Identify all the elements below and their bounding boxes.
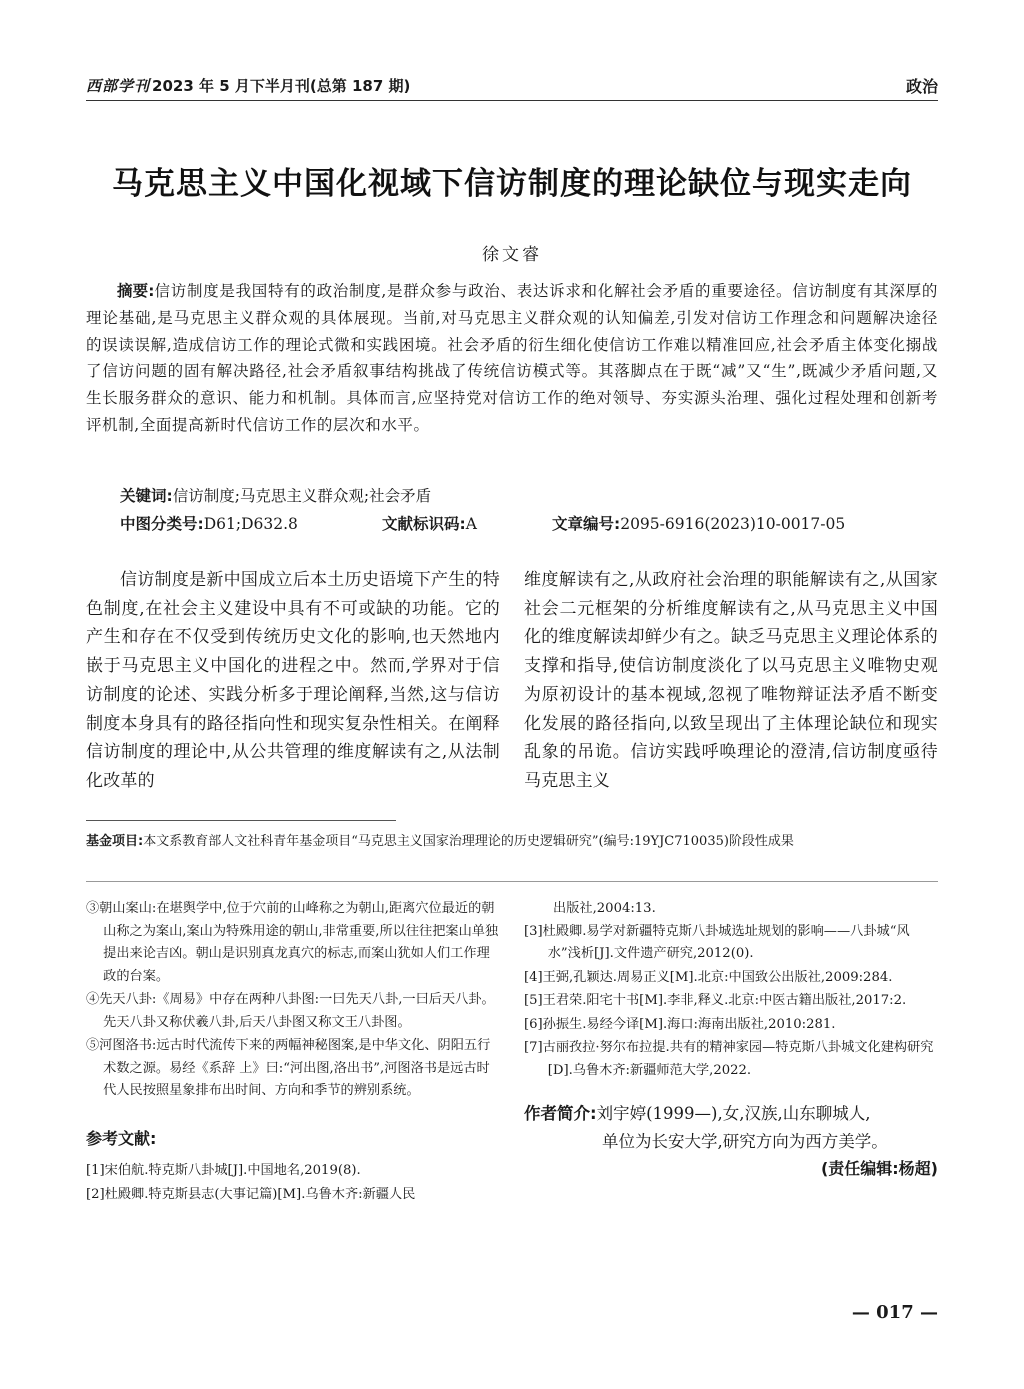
section-label: 政治 [905, 76, 938, 96]
reference-item: [3]杜殿卿.易学对新疆特克斯八卦城选址规划的影响——八卦城“风水”浅析[J].文件遗产研究,2012(0). [524, 923, 910, 961]
notes-column [86, 898, 500, 1207]
article-no-value: 2095-6916(2023)10-0017-05 [620, 515, 846, 533]
abstract [86, 278, 938, 439]
classification-line [120, 512, 938, 534]
author-bio [524, 1100, 938, 1156]
fund-text: 本文系教育部人文社科青年基金项目“马克思主义国家治理理论的历史逻辑研究”(编号:19YJC710035)阶段性成果 [143, 834, 794, 849]
running-header [86, 72, 938, 98]
article-no-label: 文章编号: [552, 515, 621, 533]
reference-item: [5]王君荣.阳宅十书[M].李非,释义.北京:中医古籍出版社,2017:2. [524, 993, 907, 1008]
keywords-text: 信访制度;马克思主义群众观;社会矛盾 [172, 487, 432, 505]
body-paragraph-cont: 维度解读有之,从政府社会治理的职能解读有之,从国家社会二元框架的分析维度解读有之,从马克思主义中国化的维度解读却鲜少有之。缺乏马克思主义理论体系的支撑和指导,使信访制度淡化了以马克思主义唯物史观为原初设计的基本视域,忽视了唯物辩证法矛盾不断变化发展的路径指向,以致呈现出了主体理论缺位和现实乱象的吊诡。信访实践呼唤理论的澄清,信访制度亟待马克思主义 [524, 570, 938, 791]
note-item: ⑤河图洛书:远古时代流传下来的两幅神秘图案,是中华文化、阴阳五行术数之源。易经《系辞 上》曰:“河出图,洛出书”,河图洛书是远古时代人民按照星象排布出时间、方向和季节的辨别系统。 [86, 1038, 491, 1098]
body-column-left [86, 566, 500, 796]
article-number [552, 512, 845, 534]
reference-item: [4]王弼,孔颖达.周易正义[M].北京:中国致公出版社,2009:284. [524, 969, 893, 985]
journal-issue [86, 75, 410, 96]
previous-article-end [86, 898, 938, 1207]
body-column-right [524, 566, 938, 796]
abstract-label: 摘要: [117, 282, 155, 300]
references-title: 参考文献: [86, 1128, 157, 1148]
clc-code [120, 512, 382, 534]
reference-item: [1]宋伯航.特克斯八卦城[J].中国地名,2019(8). [86, 1163, 361, 1178]
article-author: 徐文睿 [482, 245, 542, 265]
article-title: 马克思主义中国化视域下信访制度的理论缺位与现实走向 [112, 166, 912, 202]
bio-line-1: 刘宇婷(1999—),女,汉族,山东聊城人, [596, 1104, 871, 1123]
journal-logo: 西部学刊 [86, 76, 151, 95]
clc-value: D61;D632.8 [203, 515, 298, 533]
header-rule [86, 100, 938, 101]
bio-line-2: 单位为长安大学,研究方向为西方美学。 [602, 1132, 888, 1151]
bio-label: 作者简介: [524, 1104, 597, 1123]
doc-code [382, 512, 552, 534]
reference-item: [7]古丽孜拉·努尔布拉提.共有的精神家园—特克斯八卦城文化建构研究[D].乌鲁木齐:新疆师范大学,2022. [524, 1040, 934, 1078]
issue-info: 2023 年 5 月下半月刊(总第 187 期) [152, 76, 411, 95]
fund-label: 基金项目: [86, 834, 144, 849]
note-item: ④先天八卦:《周易》中存在两种八卦图:一曰先天八卦,一曰后天八卦。先天八卦又称伏羲八卦,后天八卦图又称文王八卦图。 [86, 992, 495, 1030]
doc-code-label: 文献标识码: [382, 515, 466, 533]
reference-item: [2]杜殿卿.特克斯县志(大事记篇)[M].乌鲁木齐:新疆人民 [86, 1186, 416, 1202]
responsible-editor: (责任编辑:杨超) [820, 1159, 938, 1178]
clc-label: 中图分类号: [120, 515, 204, 533]
footnote-rule [86, 820, 396, 821]
references-column [524, 898, 938, 1207]
doc-code-value: A [465, 515, 477, 533]
page-number: — 017 — [851, 1302, 938, 1323]
note-item: ③朝山案山:在堪舆学中,位于穴前的山峰称之为朝山,距离穴位最近的朝山称之为案山,案山为特殊用途的朝山,非常重要,所以往往把案山单独提出来论吉凶。朝山是识别真龙真穴的标志,而案山犹如人们工作理政的台案。 [86, 901, 499, 984]
fund-note [86, 830, 938, 849]
body-text [86, 566, 938, 796]
section-divider [86, 881, 938, 882]
reference-item: [6]孙振生.易经今译[M].海口:海南出版社,2010:281. [524, 1016, 836, 1032]
keywords-label: 关键词: [120, 487, 173, 505]
keywords [120, 484, 938, 506]
reference-continued: 出版社,2004:13. [553, 901, 656, 916]
abstract-text: 信访制度是我国特有的政治制度,是群众参与政治、表达诉求和化解社会矛盾的重要途径。信访制度有其深厚的理论基础,是马克思主义群众观的具体展现。当前,对马克思主义群众观的认知偏差,引发对信访工作理念和问题解决途径的误读误解,造成信访工作的理论式微和实践困境。社会矛盾的衍生细化使信访工作难以精准回应,社会矛盾主体变化搦战了信访问题的固有解决路径,社会矛盾叙事结构挑战了传统信访模式等。其落脚点在于既“减”又“生”,既减少矛盾问题,又生长服务群众的意识、能力和机制。具体而言,应坚持党对信访工作的绝对领导、夯实源头治理、强化过程处理和创新考评机制,全面提高新时代信访工作的层次和水平。 [86, 282, 938, 434]
body-paragraph: 信访制度是新中国成立后本土历史语境下产生的特色制度,在社会主义建设中具有不可或缺的功能。它的产生和存在不仅受到传统历史文化的影响,也天然地内嵌于马克思主义中国化的进程之中。然而,学界对于信访制度的论述、实践分析多于理论阐释,当然,这与信访制度本身具有的路径指向性和现实复杂性相关。在阐释信访制度的理论中,从公共管理的维度解读有之,从法制化改革的 [86, 570, 500, 791]
